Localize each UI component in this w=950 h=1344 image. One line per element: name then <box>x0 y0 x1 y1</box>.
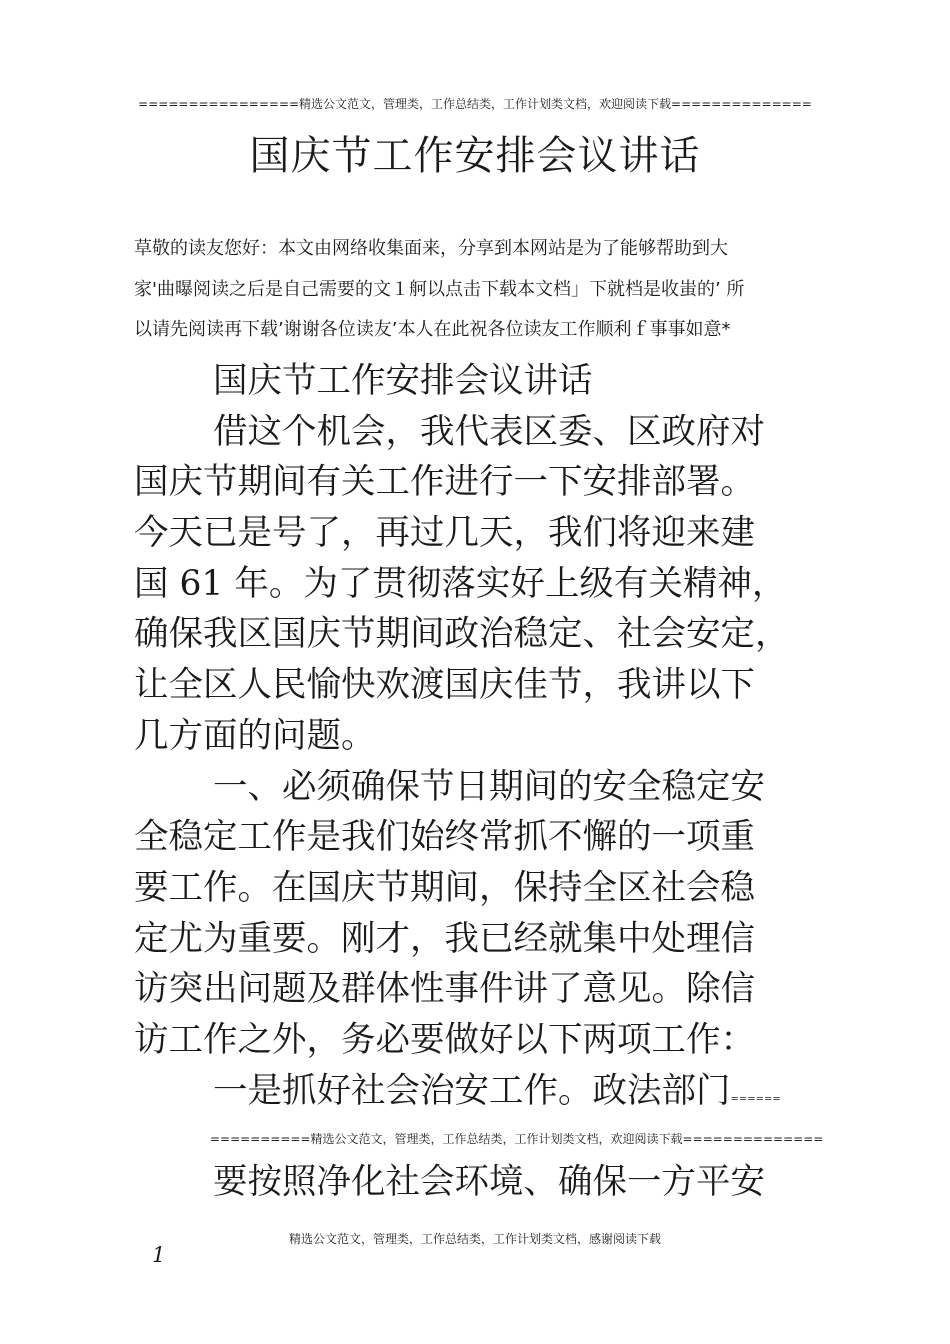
body-line: 要工作。在国庆节期间，保持全区社会稳 <box>134 867 755 908</box>
document-body <box>134 356 834 1116</box>
body-line: 确保我区国庆节期间政治稳定、社会安定， <box>134 614 790 655</box>
page-footer: 精选公文范文，管理类，工作总结类，工作计划类文档，感谢阅读下载 <box>288 1232 661 1246</box>
intro-line: 家'曲曝阅读之后是自己需要的文１舸以点击下载本文档」下就档是收蚩的’ 所 <box>134 279 745 300</box>
body-line <box>134 1066 834 1117</box>
body-line: 国庆节期间有关工作进行一下安排部署。 <box>134 462 755 503</box>
line-tail-marks: ====== <box>730 1093 781 1105</box>
body-line: 一、必须确保节日期间的安全稳定安 <box>213 766 765 807</box>
body-line: 借这个机会，我代表区委、区政府对 <box>213 411 765 452</box>
body-line: 国 61 年。为了贯彻落实好上级有关精神， <box>134 563 787 604</box>
body-line: 访突出问题及群体性事件讲了意见。除信 <box>134 969 755 1010</box>
body-line: 定尤为重要。刚才，我已经就集中处理信 <box>134 918 755 959</box>
page-header-top: ================精选公文范文，管理类，工作总结类，工作计划类文档，欢迎阅读下载============== <box>138 97 812 111</box>
body-line: 几方面的问题。 <box>134 715 376 756</box>
page-title: 国庆节工作安排会议讲话 <box>249 133 701 179</box>
body-heading: 国庆节工作安排会议讲话 <box>213 361 593 401</box>
page-number: 1 <box>152 1243 166 1267</box>
intro-line: 以请先阅读再下载’谢谢各位读友’本人在此祝各位读友工作顺利ｆ事事如意* <box>134 319 731 340</box>
page-header-mid: ==========精选公文范文，管理类，工作总结类，工作计划类文档，欢迎阅读下载============== <box>210 1132 824 1146</box>
continuation-block <box>134 1157 834 1208</box>
continuation-line: 要按照净化社会环境、确保一方平安 <box>213 1162 765 1202</box>
body-line-text: 一是抓好社会治安工作。政法部门 <box>213 1070 731 1111</box>
body-line: 让全区人民愉快欢渡国庆佳节，我讲以下 <box>134 665 755 706</box>
body-line: 全稳定工作是我们始终常抓不懈的一项重 <box>134 817 755 858</box>
body-line: 今天已是号了，再过几天，我们将迎来建 <box>134 513 755 554</box>
body-line: 访工作之外，务必要做好以下两项工作： <box>134 1019 755 1060</box>
intro-line: 草敬的读友您好：本文由网络收集面来，分享到本网站是为了能够帮助到大 <box>134 238 728 259</box>
